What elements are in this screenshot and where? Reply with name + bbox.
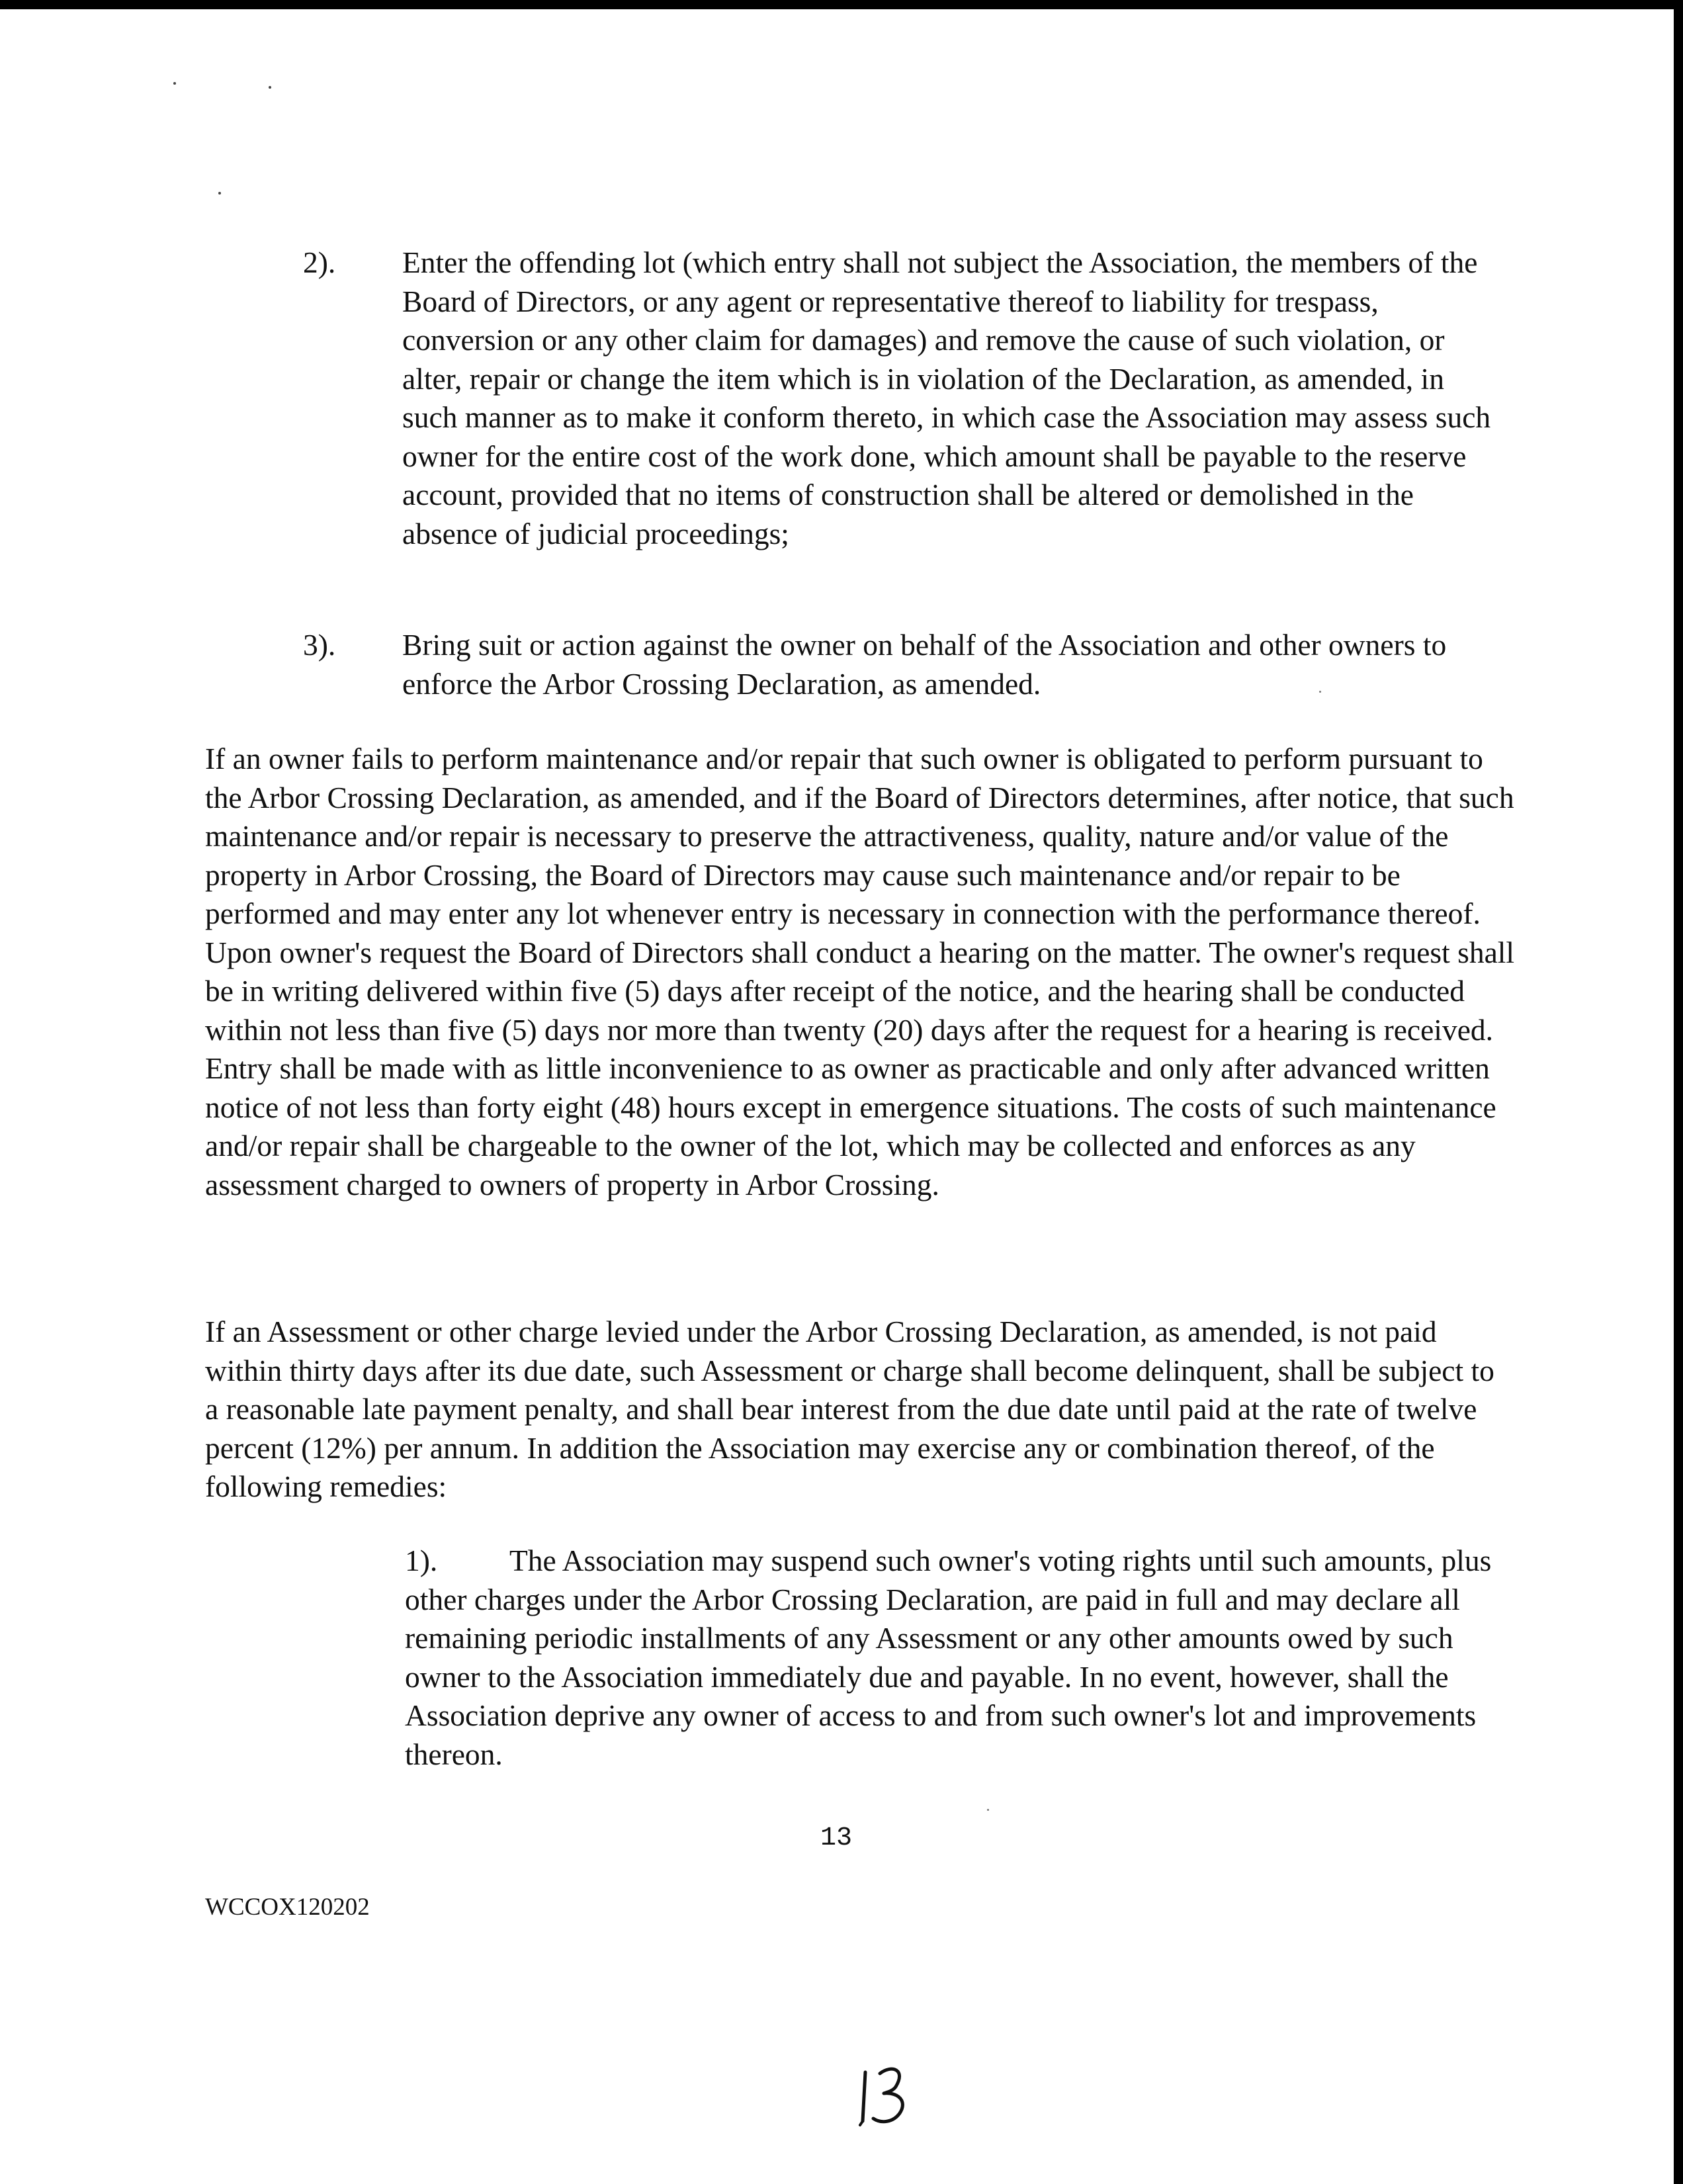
- list-item-text: Bring suit or action against the owner on behalf of the Association and other owners to enforce the Arbor Crossing Declaration, as amended.: [402, 628, 1447, 701]
- document-code: WCCOX120202: [205, 1894, 370, 1921]
- paragraph-maintenance-repair: If an owner fails to perform maintenance and/or repair that such owner is obligated to perform pursuant to the Arbor Crossing Declaration, as amended, and if the Board of Directors determines, after notice, that such maintenance and/or repair is necessary to preserve the attractiveness, quality, nature and/or value of the property in Arbor Crossing, the Board of Directors may cause such maintenance and/or repair to be performed and may enter any lot whenever entry is necessary in connection with the performance thereof. Upon owner's request the Board of Directors shall conduct a hearing on the matter. The owner's request shall be in writing delivered within five (5) days after receipt of the notice, and the hearing shall be conducted within not less than five (5) days nor more than twenty (20) days after the request for a hearing is received. Entry shall be made with as little inconvenience to as owner as practicable and only after advanced written notice of not less than forty eight (48) hours except in emergence situations. The costs of such maintenance and/or repair shall be chargeable to the owner of the lot, which may be collected and enforces as any assessment charged to owners of property in Arbor Crossing.: [205, 742, 1515, 1201]
- list-item-text: Enter the offending lot (which entry shall not subject the Association, the members of the Board of Directors, or any agent or representative thereof to liability for trespass, conversion or any other claim for damages) and remove the cause of such violation, or alter, repair or change the item which is in violation of the Declaration, as amended, in such manner as to make it conform thereto, in which case the Association may assess such owner for the entire cost of the work done, which amount shall be payable to the reserve account, provided that no items of construction shall be altered or demolished in the absence of judicial proceedings;: [402, 245, 1491, 550]
- handwritten-page-number: [857, 2063, 914, 2129]
- paragraph-assessment-delinquency: If an Assessment or other charge levied under the Arbor Crossing Declaration, as amended, is not paid within thirty days after its due date, such Assessment or charge shall become delinquent, shall be subject to a reasonable late payment penalty, and shall bear interest from the due date until paid at the rate of twelve percent (12%) per annum. In addition the Association may exercise any or combination thereof, of the following remedies:: [205, 1315, 1494, 1503]
- scan-speck: [173, 82, 176, 85]
- list-item-text: The Association may suspend such owner's voting rights until such amounts, plus other charges under the Arbor Crossing Declaration, are paid in full and may declare all remaining periodic installments of any Assessment or any other amounts owed by such owner to the Association immediately due and payable. In no event, however, shall the Association deprive any owner of access to and from such owner's lot and improvements thereon.: [405, 1544, 1492, 1771]
- list-item-number: 3).: [303, 628, 336, 662]
- scan-speck: [218, 192, 221, 195]
- scan-speck: [987, 1809, 989, 1811]
- list-item-number: 1).: [405, 1544, 438, 1577]
- document-page: [0, 9, 1674, 2184]
- page-number: 13: [820, 1823, 853, 1853]
- list-item-number: 2).: [303, 245, 336, 279]
- scan-speck: [269, 86, 271, 89]
- list-item-1: [405, 1542, 1516, 1774]
